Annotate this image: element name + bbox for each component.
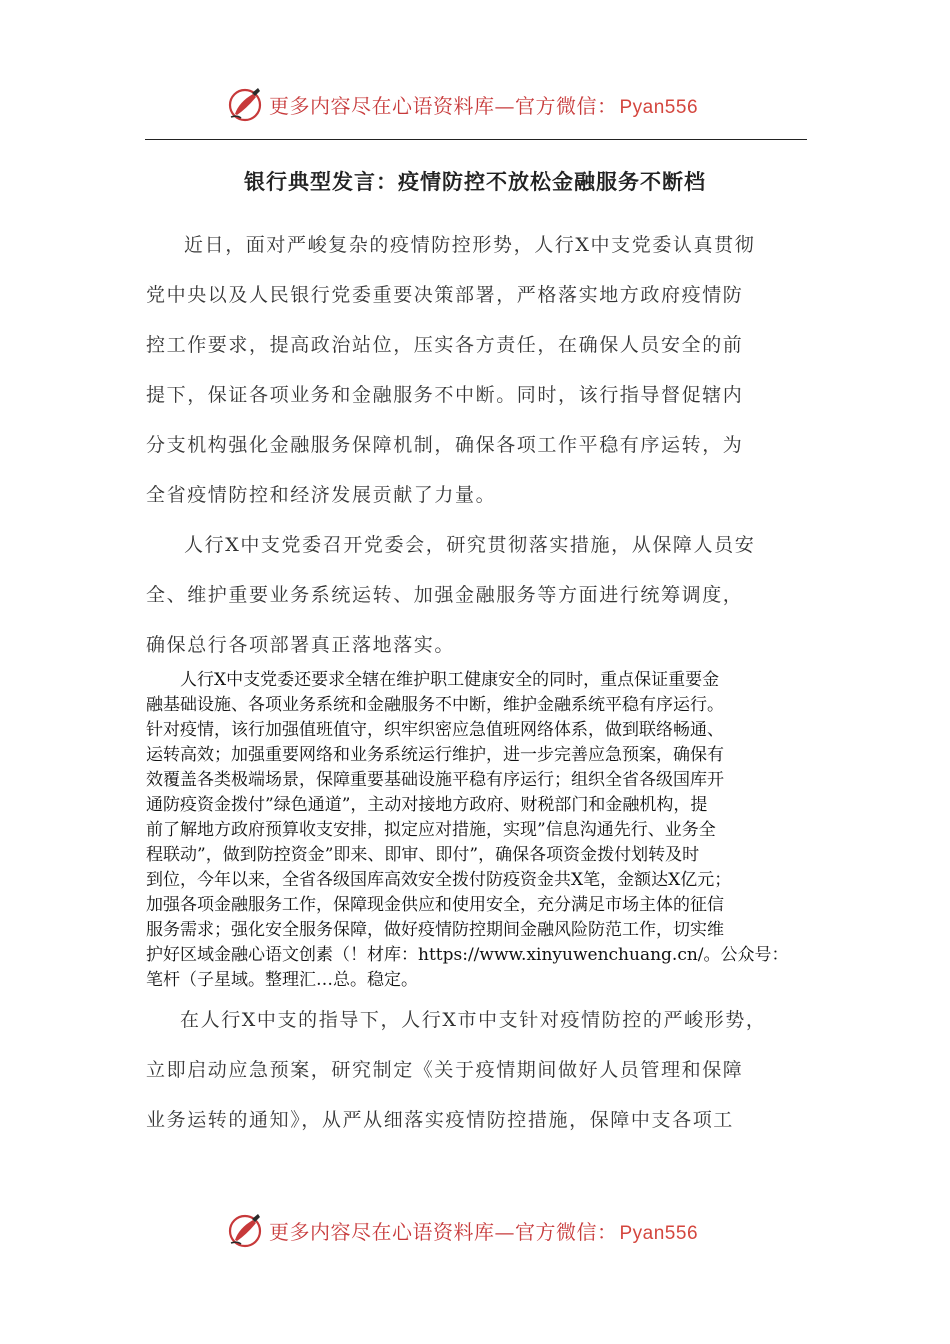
paragraph-4 xyxy=(146,995,808,1145)
footer-banner xyxy=(0,1210,950,1250)
paragraph-2 xyxy=(146,520,808,670)
paragraph-line: 融基础设施、各项业务系统和金融服务不中断，维护金融系统平稳有序运行。 xyxy=(146,695,724,715)
paragraph-line: 分支机构强化金融服务保障机制，确保各项工作平稳有序运转，为 xyxy=(146,434,744,456)
document-title: 银行典型发言：疫情防控不放松金融服务不断档 xyxy=(244,170,706,194)
paragraph-line: 全、维护重要业务系统运转、加强金融服务等方面进行统筹调度， xyxy=(146,584,744,606)
header-banner-text: 更多内容尽在心语资料库—官方微信： Pyan556 xyxy=(269,93,699,118)
paragraph-line: 服务需求；强化安全服务保障，做好疫情防控期间金融风险防范工作，切实维 xyxy=(146,920,724,940)
footer-banner-text: 更多内容尽在心语资料库—官方微信： Pyan556 xyxy=(269,1219,699,1244)
paragraph-line: 前了解地方政府预算收支安排，拟定应对措施，实现”信息沟通先行、业务全 xyxy=(146,820,716,840)
paragraph-line: 运转高效；加强重要网络和业务系统运行维护，进一步完善应急预案，确保有 xyxy=(146,745,724,765)
paragraph-line: 人行X中支党委还要求全辖在维护职工健康安全的同时，重点保证重要金 xyxy=(180,670,720,690)
pen-logo-icon xyxy=(225,1210,265,1250)
paragraph-line: 在人行X中支的指导下，人行X市中支针对疫情防控的严峻形势， xyxy=(180,1009,767,1031)
paragraph-1 xyxy=(146,220,808,520)
header-divider xyxy=(145,139,807,140)
pen-logo-icon xyxy=(225,84,265,124)
paragraph-line: 针对疫情，该行加强值班值守，织牢织密应急值班网络体系，做到联络畅通、 xyxy=(146,720,724,740)
paragraph-line: 加强各项金融服务工作，保障现金供应和使用安全，充分满足市场主体的征信 xyxy=(146,895,724,915)
paragraph-line: 全省疫情防控和经济发展贡献了力量。 xyxy=(146,484,497,506)
paragraph-line: 党中央以及人民银行党委重要决策部署，严格落实地方政府疫情防 xyxy=(146,284,744,306)
paragraph-line: 护好区域金融心语文创素（！材库：https://www.xinyuwenchuang.cn/。公众号： xyxy=(146,945,789,965)
paragraph-line: 效覆盖各类极端场景，保障重要基础设施平稳有序运行；组织全省各级国库开 xyxy=(146,770,724,790)
paragraph-line: 控工作要求，提高政治站位，压实各方责任，在确保人员安全的前 xyxy=(146,334,744,356)
paragraph-line: 程联动”，做到防控资金”即来、即审、即付”，确保各项资金拨付划转及时 xyxy=(146,845,700,865)
paragraph-line: 到位，今年以来，全省各级国库高效安全拨付防疫资金共X笔，金额达X亿元； xyxy=(146,870,732,890)
paragraph-line: 确保总行各项部署真正落地落实。 xyxy=(146,634,456,656)
paragraph-line: 业务运转的通知》，从严从细落实疫情防控措施，保障中支各项工 xyxy=(146,1109,734,1131)
paragraph-3 xyxy=(146,668,812,993)
header-wechat-id: Pyan556 xyxy=(619,96,699,118)
paragraph-line: 提下，保证各项业务和金融服务不中断。同时，该行指导督促辖内 xyxy=(146,384,744,406)
footer-wechat-id: Pyan556 xyxy=(619,1222,699,1244)
paragraph-line: 立即启动应急预案，研究制定《关于疫情期间做好人员管理和保障 xyxy=(146,1059,744,1081)
paragraph-line: 人行X中支党委召开党委会，研究贯彻落实措施，从保障人员安 xyxy=(184,534,756,556)
paragraph-line: 笔杆（子星域。整理汇…总。稳定。 xyxy=(146,970,418,990)
paragraph-line: 近日，面对严峻复杂的疫情防控形势，人行X中支党委认真贯彻 xyxy=(184,234,756,256)
header-banner xyxy=(0,84,950,124)
paragraph-line: 通防疫资金拨付”绿色通道”，主动对接地方政府、财税部门和金融机构，提 xyxy=(146,795,708,815)
